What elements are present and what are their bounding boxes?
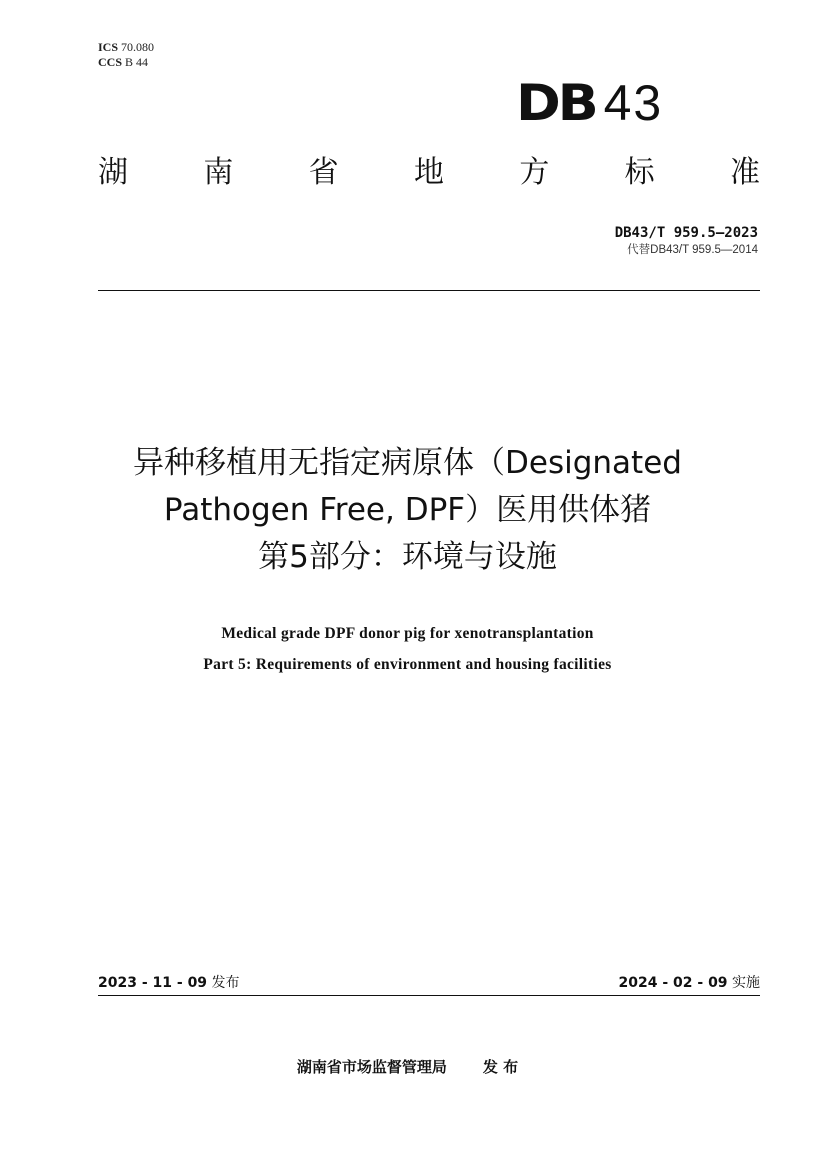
title-line-2: Pathogen Free, DPF）医用供体猪 — [163, 492, 652, 528]
implement-date: 2024 - 02 - 09 — [618, 975, 728, 991]
standard-code-block — [615, 224, 758, 258]
publish-date-block — [98, 974, 240, 992]
bottom-divider — [98, 995, 760, 996]
ccs-code — [98, 55, 154, 70]
document-title-chinese — [60, 440, 755, 581]
classification-codes — [98, 40, 154, 70]
ccs-label: CCS — [98, 55, 123, 69]
ccs-value: B 44 — [125, 55, 149, 69]
english-title-line-2: Part 5: Requirements of environment and housing facilities — [203, 656, 612, 673]
heading-char: 南 — [203, 155, 234, 190]
implement-date-block — [619, 974, 761, 992]
heading-char: 标 — [624, 155, 655, 190]
english-title-line-1: Medical grade DPF donor pig for xenotransplantation — [221, 625, 594, 642]
publish-word: 发布 — [211, 975, 240, 991]
top-divider — [98, 290, 760, 291]
publish-date: 2023 - 11 - 09 — [98, 975, 208, 991]
heading-char: 方 — [519, 155, 550, 190]
title-line-3: 第5部分：环境与设施 — [258, 539, 557, 575]
title-line-1: 异种移植用无指定病原体（Designated — [133, 445, 682, 481]
heading-char: 省 — [308, 155, 339, 190]
db-logo — [516, 74, 664, 132]
ics-value: 70.080 — [121, 40, 155, 54]
ics-code — [98, 40, 154, 55]
implement-word: 实施 — [732, 975, 760, 991]
issuer-action: 发 布 — [482, 1058, 519, 1076]
document-title-english — [60, 618, 755, 680]
db-number: 43 — [603, 75, 664, 131]
db-mark: DB — [516, 74, 596, 132]
issuer-line — [0, 1057, 815, 1077]
replaces-standard: 代替DB43/T 959.5—2014 — [627, 244, 758, 256]
standard-number: DB43/T 959.5—2023 — [614, 225, 758, 241]
heading-char: 地 — [413, 155, 444, 190]
standard-type-heading — [98, 153, 760, 193]
heading-char: 准 — [729, 155, 760, 190]
heading-char: 湖 — [98, 155, 128, 190]
ics-label: ICS — [98, 40, 119, 54]
issuer-name: 湖南省市场监督管理局 — [296, 1058, 447, 1076]
